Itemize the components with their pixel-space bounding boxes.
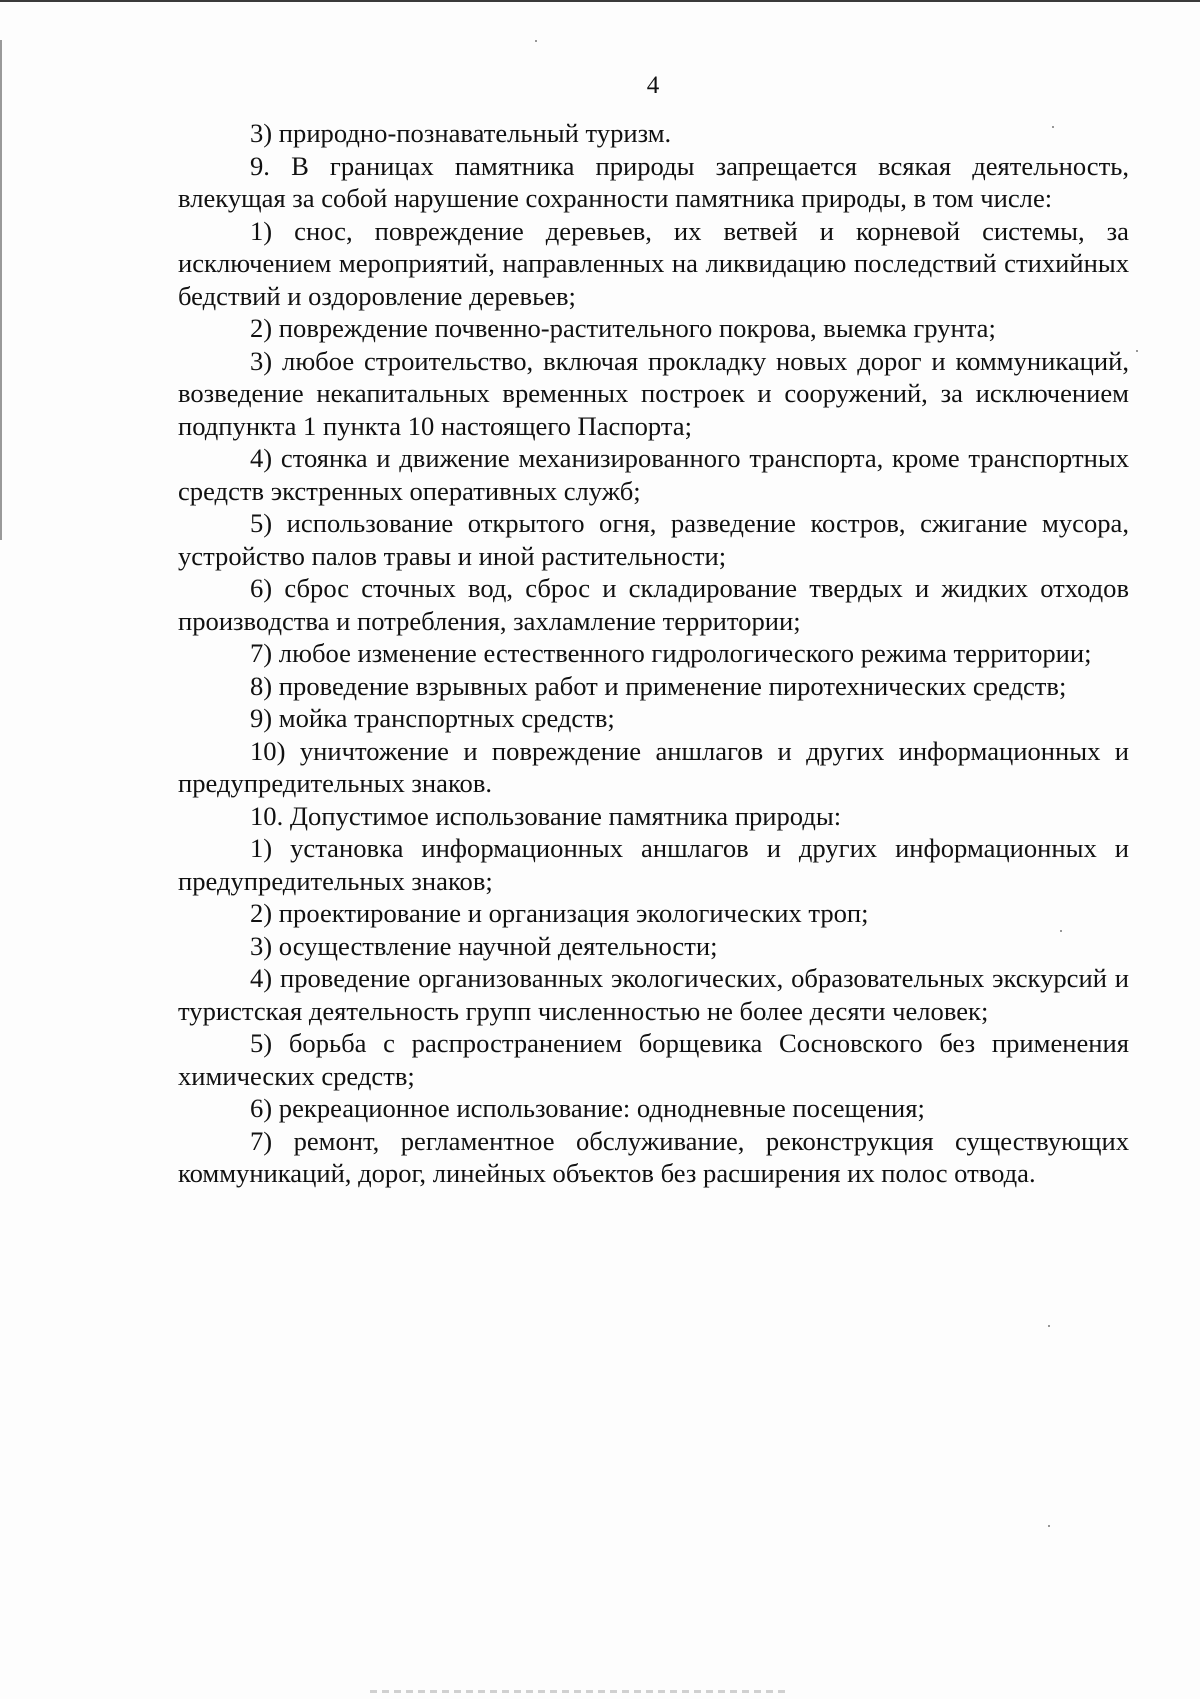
paragraph: 3) природно-познавательный туризм.: [250, 118, 672, 148]
paragraph: 2) повреждение почвенно-растительного покрова, выемка грунта;: [250, 313, 996, 343]
paragraph: 6) сброс сточных вод, сброс и складирование твердых и жидких отходов производства и потребления, захламление территории;: [178, 573, 1129, 636]
scan-speck: [1048, 1325, 1050, 1327]
paragraph: 4) проведение организованных экологических, образовательных экскурсий и туристская деятельность групп численностью не более десяти человек;: [178, 963, 1129, 1026]
paragraph: 8) проведение взрывных работ и применение пиротехнических средств;: [250, 670, 1067, 701]
paragraph: 9) мойка транспортных средств;: [250, 703, 615, 733]
paragraph: 3) любое строительство, включая прокладку новых дорог и коммуникаций, возведение некапитальных временных построек и сооружений, за исключением подпункта 1 пункта 10 настоящего Паспорта;: [178, 345, 1129, 441]
paragraph: 4) стоянка и движение механизированного транспорта, кроме транспортных средств экстренных оперативных служб;: [178, 443, 1129, 506]
paragraph: 7) любое изменение естественного гидрологического режима территории;: [250, 638, 1092, 668]
paragraph: 6) рекреационное использование: однодневные посещения;: [250, 1093, 925, 1123]
scan-speck: [1136, 350, 1138, 352]
paragraph: 9. В границах памятника природы запрещается всякая деятельность, влекущая за собой нарушение сохранности памятника природы, в том числе:: [178, 150, 1129, 213]
document-body: [178, 117, 1129, 1190]
scan-speck: [1052, 126, 1054, 128]
paragraph: 7) ремонт, регламентное обслуживание, реконструкция существующих коммуникаций, дорог, линейных объектов без расширения их полос отвода.: [178, 1125, 1129, 1188]
paragraph: 10) уничтожение и повреждение аншлагов и других информационных и предупредительных знаков.: [178, 735, 1129, 798]
paragraph: 10. Допустимое использование памятника природы:: [250, 800, 842, 831]
paragraph: 2) проектирование и организация экологических троп;: [250, 898, 869, 928]
paragraph: 1) установка информационных аншлагов и других информационных и предупредительных знаков;: [178, 833, 1129, 896]
scan-top-edge: [0, 0, 1200, 2]
scan-left-edge: [0, 40, 2, 540]
paragraph: 5) использование открытого огня, разведение костров, сжигание мусора, устройство палов травы и иной растительности;: [178, 508, 1129, 571]
paragraph: 1) снос, повреждение деревьев, их ветвей и корневой системы, за исключением мероприятий, направленных на ликвидацию последствий стихийных бедствий и оздоровление деревьев;: [178, 215, 1129, 311]
scan-speck: [1048, 1525, 1050, 1527]
scan-speck: [1060, 930, 1062, 932]
scan-bottom-artifact: [370, 1690, 790, 1693]
scan-speck: [535, 40, 537, 42]
page-number: 4: [646, 72, 660, 99]
paragraph: 5) борьба с распространением борщевика Сосновского без применения химических средств;: [178, 1028, 1129, 1091]
paragraph: 3) осуществление научной деятельности;: [250, 930, 718, 961]
